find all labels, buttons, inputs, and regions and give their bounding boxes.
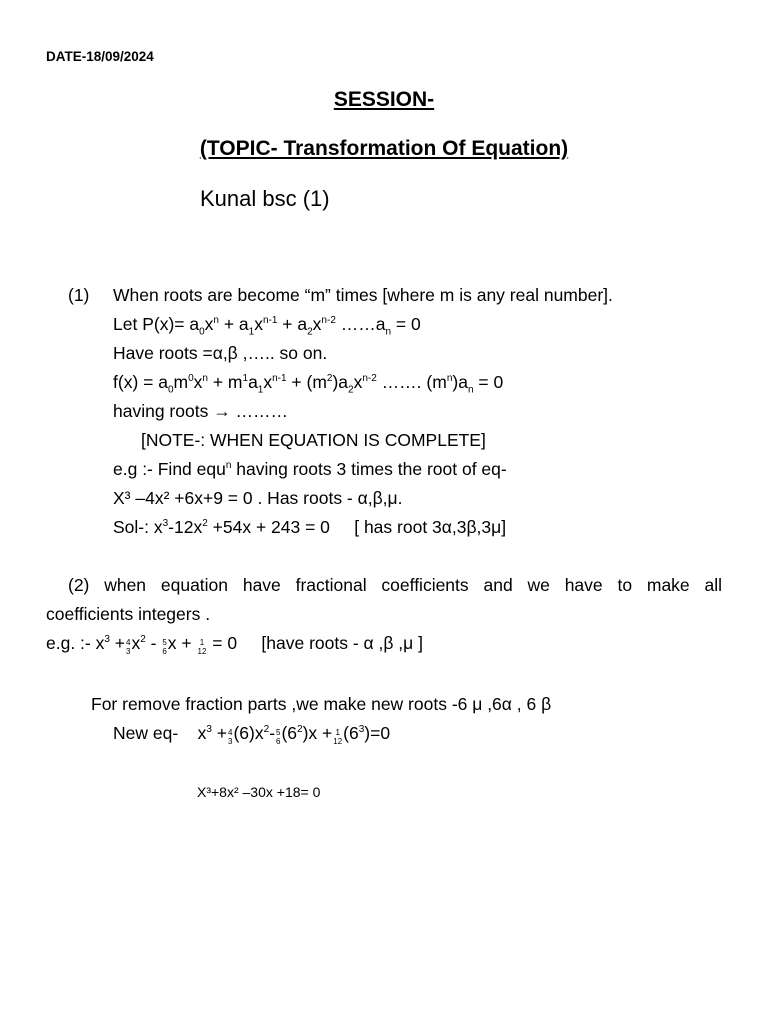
section-1-number: (1) — [68, 285, 90, 305]
example-equation: X³ –4x² +6x+9 = 0 . Has roots - α,β,μ. — [113, 488, 403, 508]
fraction-example: e.g. :- $x^3$ + 4 3 $x^2$ - 5 6 x + 1 12 = 0 [have roots - α ,β ,μ ] — [46, 633, 423, 656]
solution-line: Sol-: $x^3-12x^2 +54x + 243 = 0$ [ has root 3α,3β,3μ] — [113, 517, 507, 537]
date-label: DATE-18/09/2024 — [46, 49, 154, 64]
note-line: [NOTE-: WHEN EQUATION IS COMPLETE] — [141, 430, 486, 450]
remove-fraction-line: For remove fraction parts ,we make new roots -6 μ ,6α , 6 β — [91, 694, 552, 714]
section-2-line-2: coefficients integers . — [46, 604, 211, 624]
polynomial-definition: Let $P(x)= a_0x^n + a_1x^{n-1} + a_2x^{n-2}$ $\dots\dots a_n = 0$ — [113, 314, 421, 338]
topic-heading: (TOPIC- Transformation Of Equation) — [199, 137, 569, 160]
author-line: Kunal bsc (1) — [200, 186, 330, 211]
roots-line: Have roots =α,β ,….. so on. — [113, 343, 328, 363]
session-heading: SESSION- — [333, 88, 435, 111]
section-1-heading: When roots are become “m” times [where m is any real number]. — [113, 285, 613, 305]
new-equation: New eq- $x^3$ + 4 3 $(6)x^2-$ 5 6 $(6^2)x$ + 1 12 $(6^3)=0$ — [113, 723, 391, 746]
having-roots-line: having roots → ……… — [113, 401, 289, 421]
example-line: e.g :- Find equ$^n$ having roots 3 times the root of eq- — [113, 459, 507, 479]
transformed-equation: $f(x) = a_0m^0x^n + m^1a_1x^{n-1} + (m^2)a_2x^{n-2}$ ……. $(m^n)a_n = 0$ — [113, 372, 504, 396]
section-2-line-1: (2) when equation have fractional coefficients and we have to make all — [68, 575, 722, 595]
final-equation: X³+8x² –30x +18= 0 — [197, 784, 321, 800]
